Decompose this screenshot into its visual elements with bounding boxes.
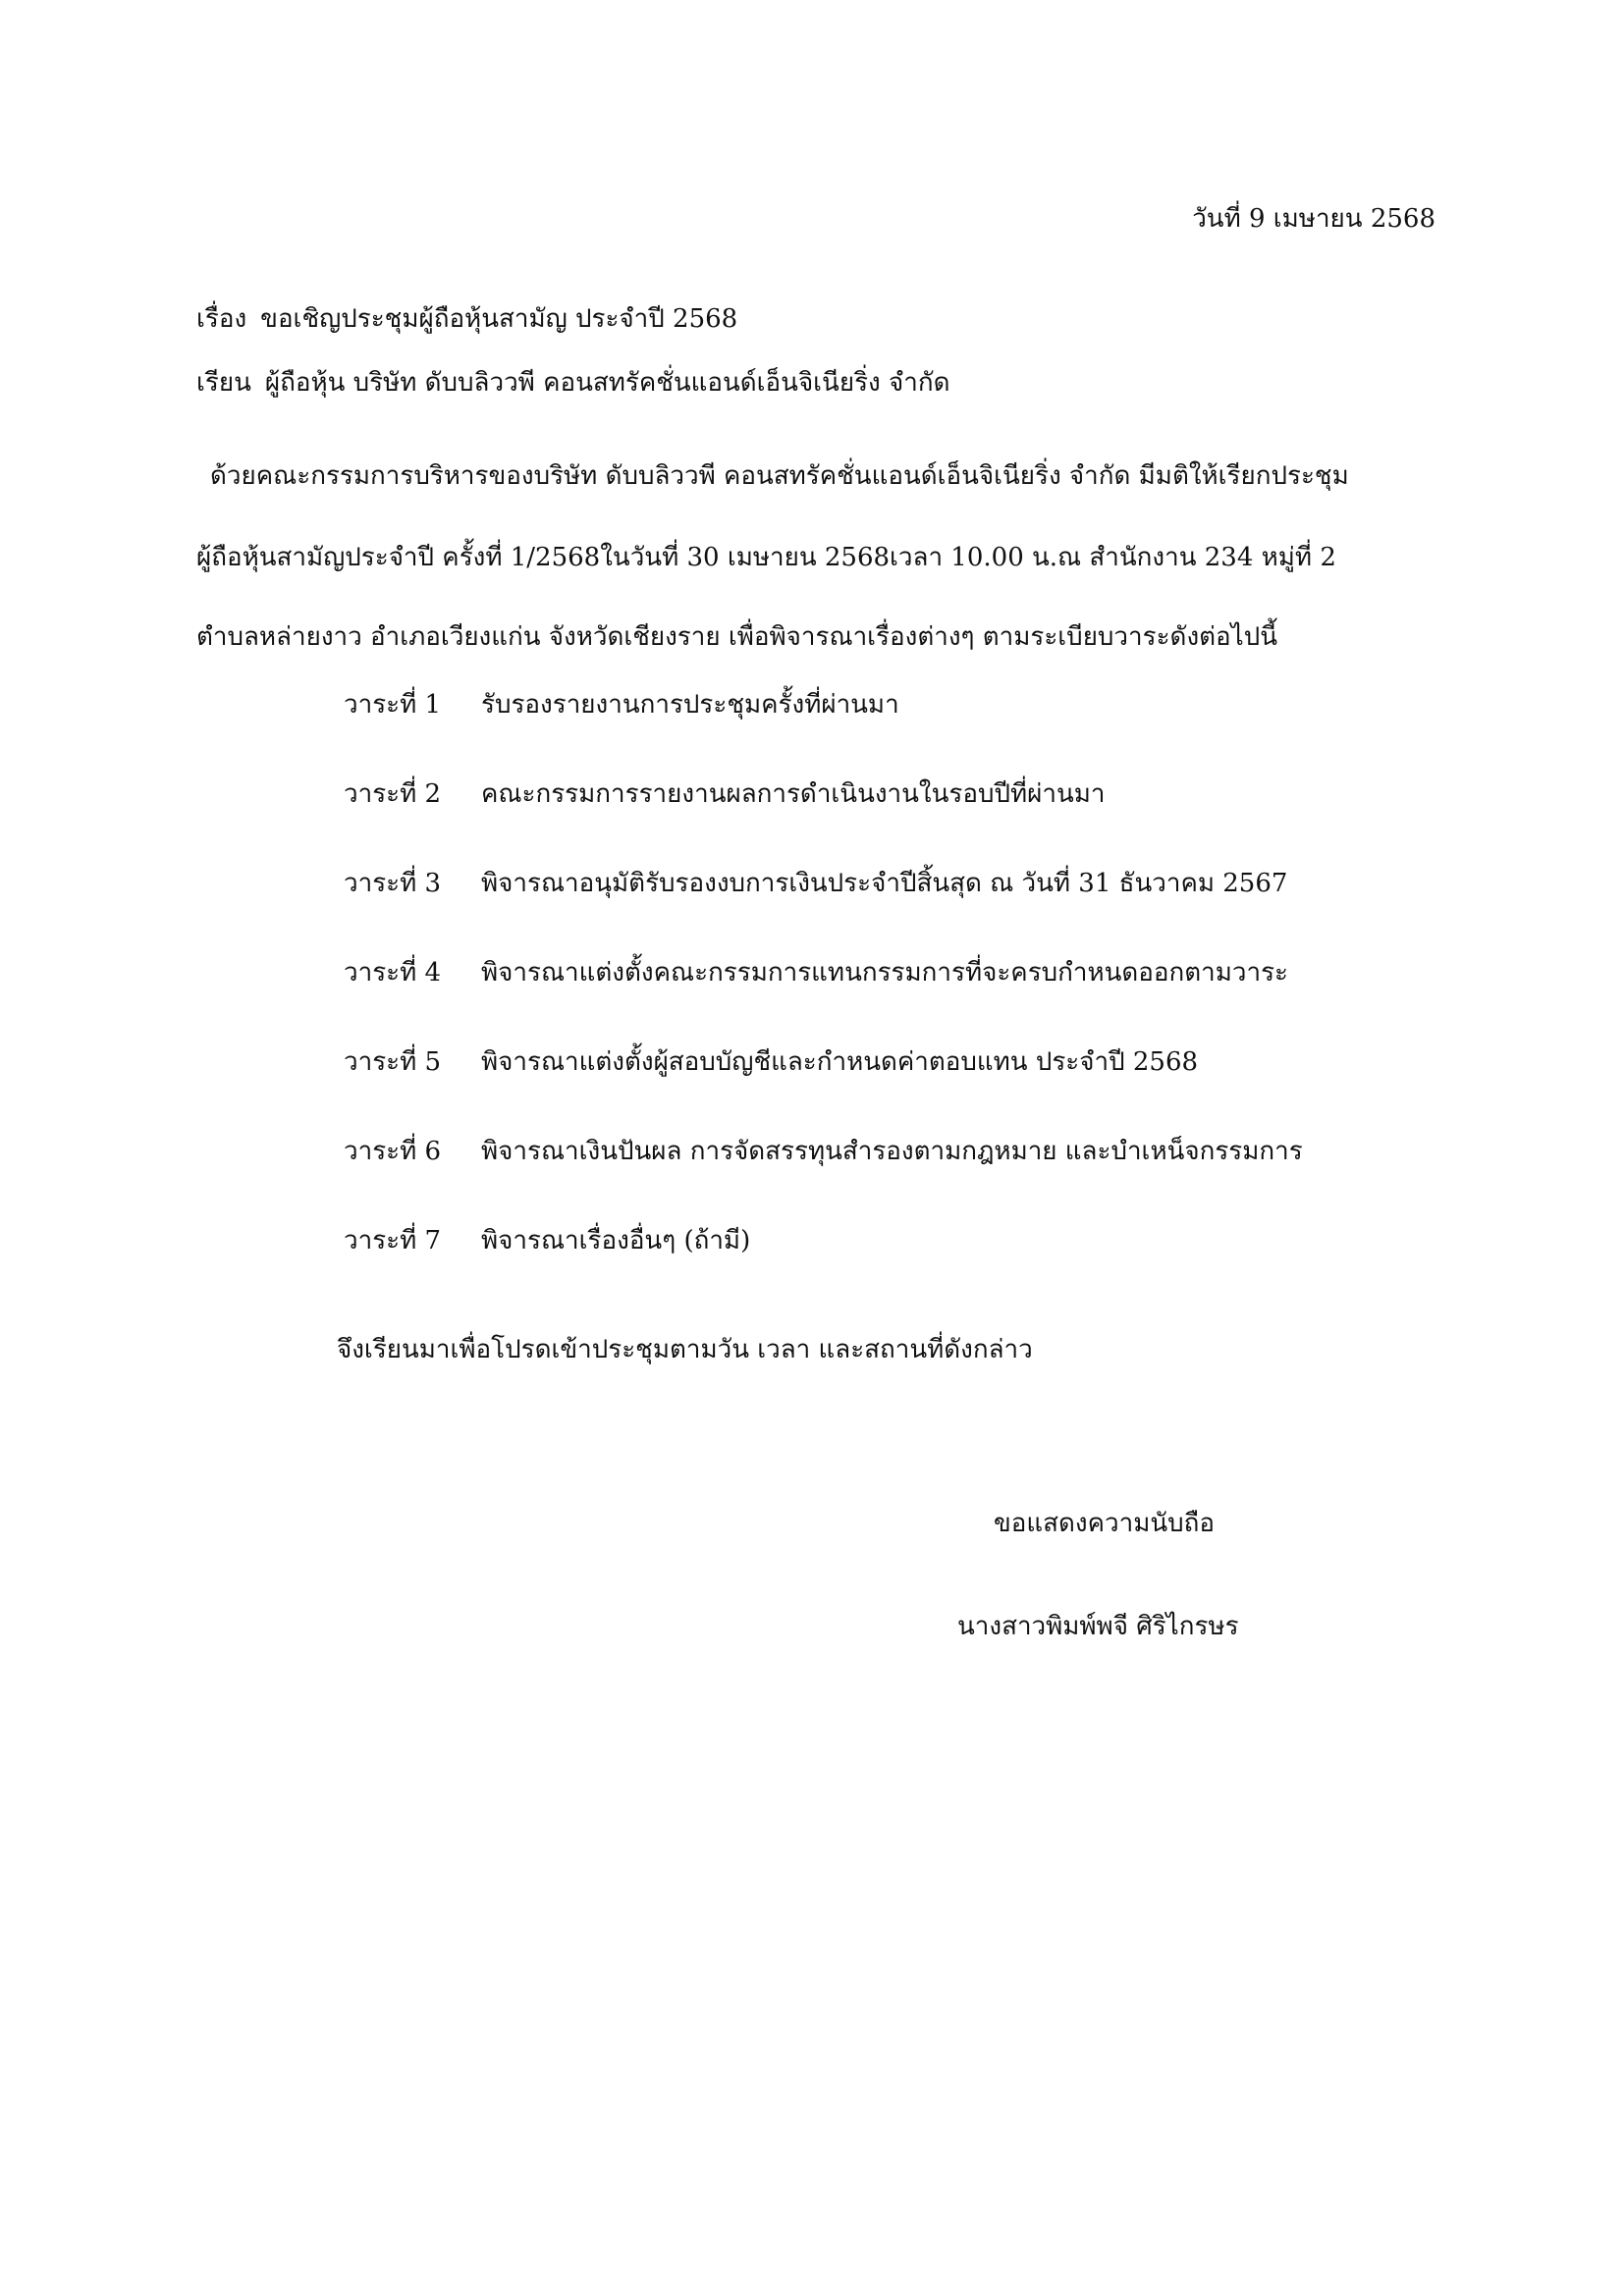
agenda-item (344, 690, 1303, 779)
closing-sentence: จึงเรียนมาเพื่อโปรดเข้าประชุมตามวัน เวลา และสถานที่ดังกล่าว (337, 1335, 1033, 1364)
agenda-item (344, 1047, 1303, 1137)
recipient-label: เรียน (196, 368, 251, 398)
subject-text: ขอเชิญประชุมผู้ถือหุ้นสามัญ ประจำปี 2568 (260, 304, 738, 334)
agenda-number: วาระที่ 6 (344, 1137, 442, 1166)
agenda-number: วาระที่ 5 (344, 1047, 442, 1077)
agenda-number: วาระที่ 3 (344, 869, 442, 898)
agenda-text: พิจารณาอนุมัติรับรองงบการเงินประจำปีสิ้นสุด ณ วันที่ 31 ธันวาคม 2567 (481, 869, 1288, 898)
letter-date: วันที่ 9 เมษายน 2568 (1192, 204, 1435, 234)
agenda-text: พิจารณาเงินปันผล การจัดสรรทุนสำรองตามกฎหมาย และบำเหน็จกรรมการ (481, 1137, 1303, 1166)
body-paragraph-line: ตำบลหล่ายงาว อำเภอเวียงแก่น จังหวัดเชียงราย เพื่อพิจารณาเรื่องต่างๆ ตามระเบียบวาระดังต่อไปนี้ (196, 622, 1277, 652)
agenda-number: วาระที่ 7 (344, 1226, 442, 1255)
regards-line: ขอแสดงความนับถือ (994, 1509, 1215, 1538)
subject-line (196, 304, 737, 335)
agenda-list (344, 690, 1303, 1315)
agenda-item (344, 779, 1303, 869)
recipient-text: ผู้ถือหุ้น บริษัท ดับบลิววพี คอนสทรัคชั่นแอนด์เอ็นจิเนียริ่ง จำกัด (264, 368, 950, 398)
agenda-item (344, 958, 1303, 1047)
agenda-text: พิจารณาเรื่องอื่นๆ (ถ้ามี) (481, 1226, 751, 1255)
subject-label: เรื่อง (196, 304, 247, 334)
agenda-text: พิจารณาแต่งตั้งคณะกรรมการแทนกรรมการที่จะครบกำหนดออกตามวาระ (481, 958, 1289, 988)
agenda-item (344, 1226, 1303, 1315)
agenda-number: วาระที่ 1 (344, 690, 442, 720)
body-paragraph-line: ด้วยคณะกรรมการบริหารของบริษัท ดับบลิววพี คอนสทรัคชั่นแอนด์เอ็นจิเนียริ่ง จำกัด มีมติให้เรียกประชุม (210, 461, 1349, 491)
body-paragraph-line: ผู้ถือหุ้นสามัญประจำปี ครั้งที่ 1/2568ในวันที่ 30 เมษายน 2568เวลา 10.00 น.ณ สำนักงาน 234 หมู่ที่ 2 (196, 543, 1336, 572)
agenda-text: คณะกรรมการรายงานผลการดำเนินงานในรอบปีที่ผ่านมา (481, 779, 1106, 809)
agenda-text: พิจารณาแต่งตั้งผู้สอบบัญชีและกำหนดค่าตอบแทน ประจำปี 2568 (481, 1047, 1199, 1077)
agenda-item (344, 869, 1303, 958)
signer-name: นางสาวพิมพ์พจี ศิริไกรษร (957, 1612, 1239, 1641)
agenda-item (344, 1137, 1303, 1226)
agenda-number: วาระที่ 2 (344, 779, 442, 809)
recipient-line (196, 368, 949, 399)
agenda-text: รับรองรายงานการประชุมครั้งที่ผ่านมา (481, 690, 899, 720)
agenda-number: วาระที่ 4 (344, 958, 442, 988)
